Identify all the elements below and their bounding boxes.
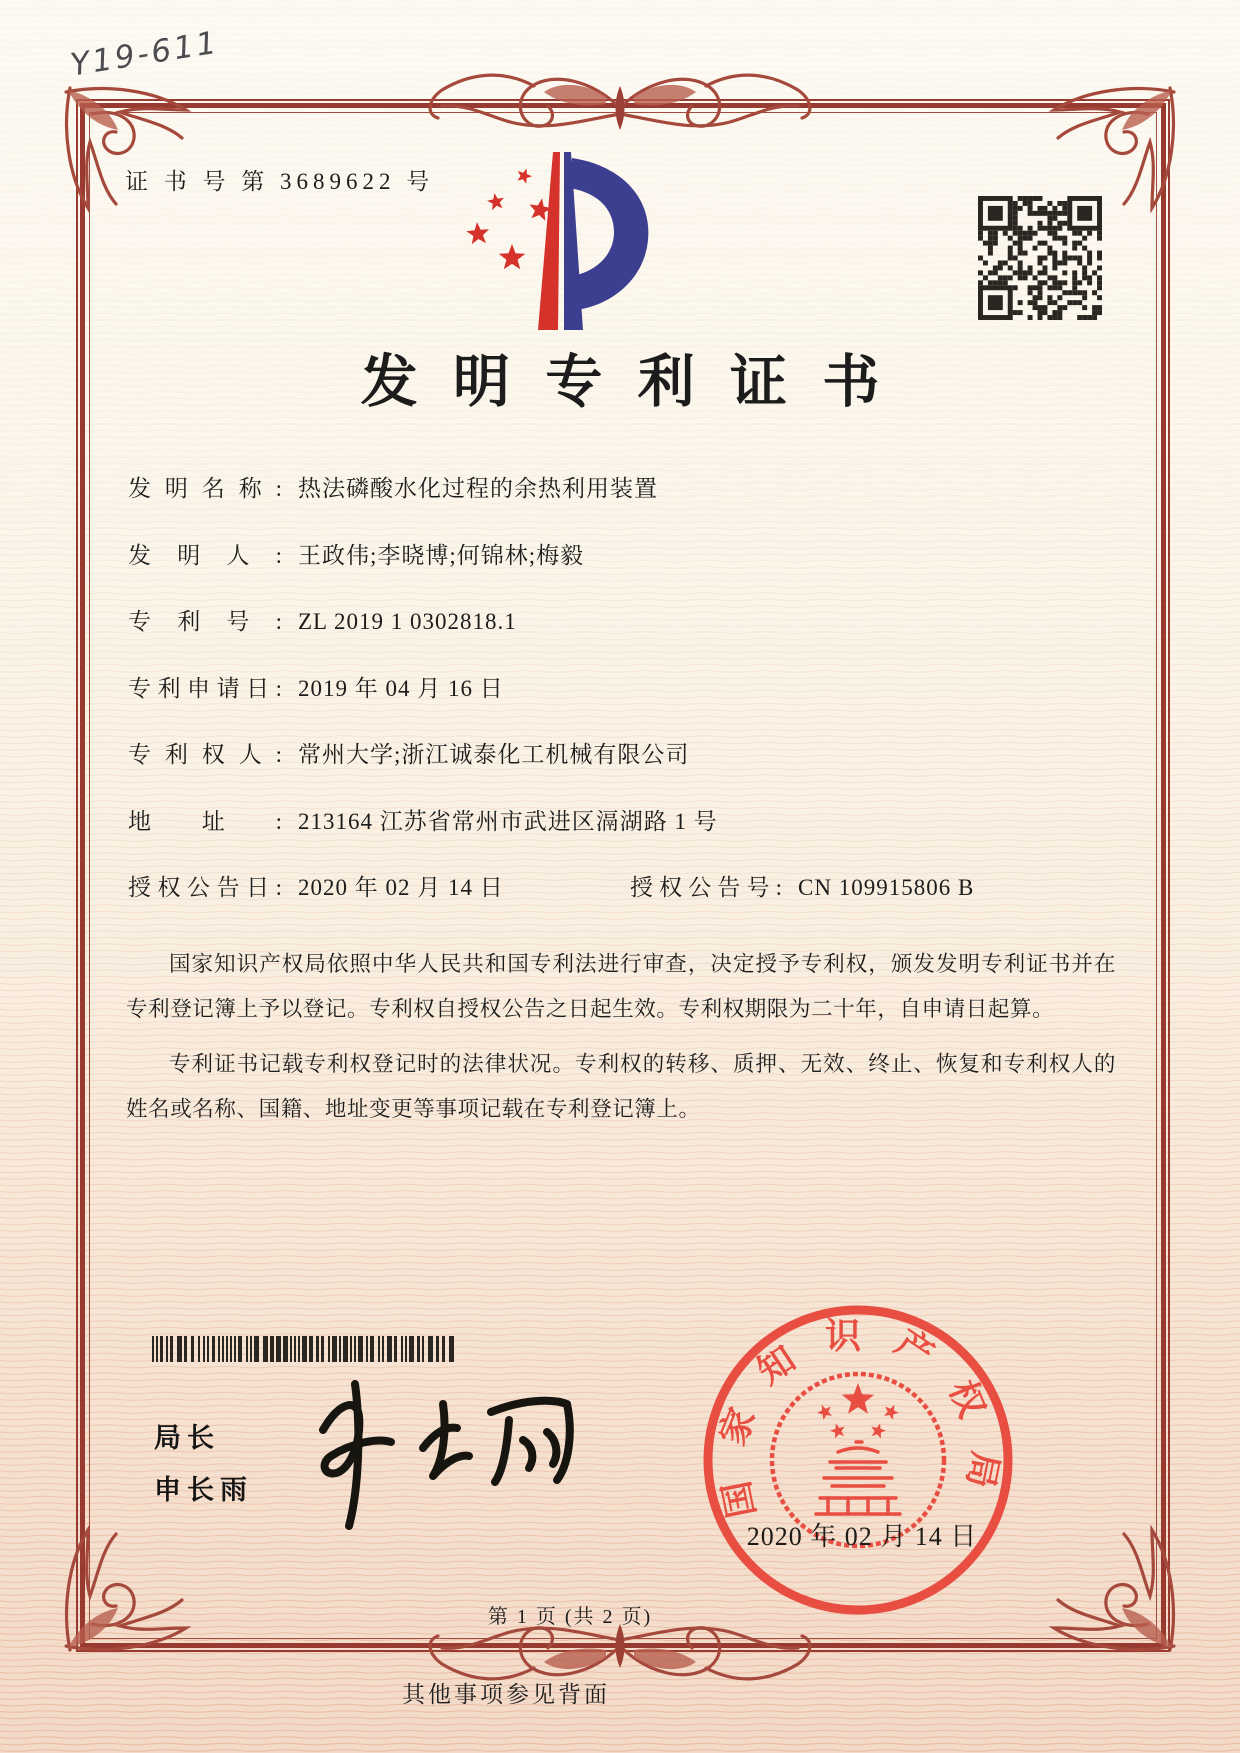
top-center-ornament [400,56,840,160]
field-row-grant-date [128,873,1118,940]
field-value: 2019 年 04 月 16 日 [298,675,504,701]
field-row-address [128,807,1118,874]
field-label: 发明人: [128,542,282,568]
corner-ornament-top-left [58,80,198,220]
corner-ornament-bottom-left [58,1518,198,1658]
field-label: 专利号: [128,609,282,634]
field-label: 地址: [128,808,282,834]
field-value: CN 109915806 B [798,875,975,900]
field-label: 专利权人: [128,742,282,767]
corner-ornament-bottom-right [1042,1518,1182,1658]
signer-title: 局长 [154,1423,220,1453]
field-value: 热法磷酸水化过程的余热利用装置 [298,476,658,501]
legal-paragraph-1: 国家知识产权局依照中华人民共和国专利法进行审查，决定授予专利权，颁发发明专利证书并在专利登记簿上予以登记。专利权自授权公告之日起生效。专利权期限为二十年，自申请日起算。 [126,952,1116,1021]
barcode [152,1336,460,1362]
field-row-inventors [128,541,1118,608]
field-value: ZL 2019 1 0302818.1 [298,609,517,634]
signer-name: 申长雨 [154,1475,253,1505]
handwritten-file-code: Y19-611 [68,24,222,84]
field-row-filing-date [128,674,1118,741]
back-side-note: 其他事项参见背面 [402,1682,610,1707]
cnipa-logo [452,146,657,334]
field-label: 授权公告日: [128,875,282,900]
tiananmen-emblem [816,1442,900,1514]
cnipa-official-seal [698,1300,1018,1620]
field-label: 专利申请日: [128,675,282,701]
field-row-patent-number [128,607,1118,674]
signer-block [154,1412,253,1516]
field-value: 常州大学;浙江诚泰化工机械有限公司 [298,742,690,767]
field-row-patentee [128,740,1118,807]
shen-changyu-signature [295,1368,585,1543]
certificate-title: 发明专利证书 [360,351,915,414]
field-value: 2020 年 02 月 14 日 [298,875,504,900]
certificate-number: 证 书 号 第 3689622 号 [125,169,435,194]
field-value: 王政伟;李晓博;何锦林;梅毅 [298,542,585,568]
field-label: 发明名称: [128,476,282,501]
legal-statement [126,942,1116,1132]
qr-code [978,196,1102,320]
field-list [128,474,1118,940]
field-value: 213164 江苏省常州市武进区滆湖路 1 号 [298,808,718,834]
field-row-invention-name [128,474,1118,541]
seal-date: 2020 年 02 月 14 日 [746,1522,978,1551]
seal-ring-text: 国家知识产权局 [710,1316,1006,1521]
legal-paragraph-2: 专利证书记载专利权登记时的法律状况。专利权的转移、质押、无效、终止、恢复和专利权人的姓名或名称、国籍、地址变更等事项记载在专利登记簿上。 [126,1052,1116,1121]
page-number: 第 1 页 (共 2 页) [487,1606,653,1628]
field-label: 授权公告号: [630,875,782,900]
